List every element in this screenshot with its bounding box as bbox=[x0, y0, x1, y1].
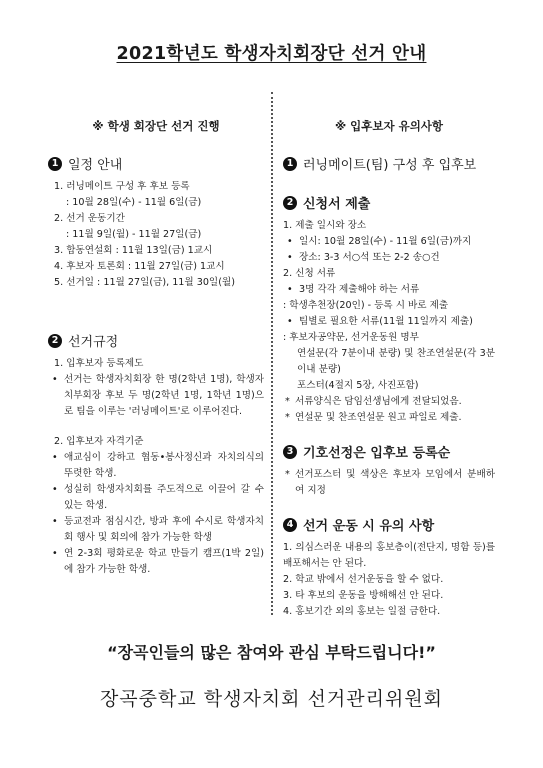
application-bullet: • 일시: 10월 28일(수) - 11월 6일(금)까지 bbox=[283, 234, 495, 250]
schedule-line: 2. 선거 운동기간 bbox=[54, 213, 125, 224]
number-1-icon: 1 bbox=[48, 157, 62, 171]
schedule-line: 5. 선거일 : 11월 27일(금), 11월 30일(월) bbox=[54, 277, 235, 288]
number-1-icon: 1 bbox=[283, 157, 297, 171]
campaign-rule: 3. 타 후보의 운동을 방해해선 안 된다. bbox=[283, 590, 444, 601]
rules-bullet: • 성실히 학생자치회를 주도적으로 이끌어 갈 수 있는 학생. bbox=[48, 482, 264, 514]
application-bullet: • 3명 각각 제출해야 하는 서류 bbox=[283, 282, 495, 298]
application-line: : 학생추천장(20인) - 등록 시 바로 제출 bbox=[283, 300, 449, 311]
application-bullet: • 팀별로 필요한 서류(11월 11일까지 제출) bbox=[283, 314, 495, 330]
schedule-title-text: 일정 안내 bbox=[68, 158, 123, 173]
number-3-icon: 3 bbox=[283, 445, 297, 459]
application-line: 포스터(4절지 5장, 사진포함) bbox=[297, 380, 419, 391]
rules-bullet: • 선거는 학생자치회장 한 명(2학년 1명), 학생자치부회장 후보 두 명(2학년 1명, 1학년 1명)으로 팀을 이루는 '러닝메이트'로 이루어진다. bbox=[48, 372, 264, 420]
closing-quote: “장곡인들의 많은 참여와 관심 부탁드립니다!” bbox=[107, 643, 436, 662]
campaign-rule: 2. 학교 밖에서 선거운동을 할 수 없다. bbox=[283, 574, 444, 585]
schedule-line: : 10월 28일(수) - 11월 6일(금) bbox=[66, 197, 202, 208]
schedule-line: 3. 합동연설회 : 11월 13일(금) 1교시 bbox=[54, 245, 213, 256]
application-line: 1. 제출 일시와 장소 bbox=[283, 220, 367, 231]
organization-name: 장곡중학교 학생자치회 선거관리위원회 bbox=[99, 688, 444, 710]
schedule-line: 4. 후보자 토론회 : 11월 27일(금) 1교시 bbox=[54, 261, 225, 272]
right-column bbox=[283, 118, 495, 620]
campaign-rule: 4. 홍보기간 외의 홍보는 일절 금한다. bbox=[283, 606, 441, 617]
application-line: 2. 신청 서류 bbox=[283, 268, 336, 279]
rules-subheading: 2. 입후보자 자격기준 bbox=[54, 436, 144, 447]
application-line: 연설문(각 7분이내 분량) 및 찬조연설문(각 3분이내 분량) bbox=[297, 348, 495, 375]
schedule-line: 1. 러닝메이트 구성 후 후보 등록 bbox=[54, 181, 190, 192]
application-line: : 후보자공약문, 선거운동원 명부 bbox=[283, 332, 419, 343]
campaign-title-text: 선거 운동 시 유의 사항 bbox=[303, 519, 435, 534]
campaign-section-title bbox=[283, 515, 495, 534]
column-divider bbox=[271, 92, 273, 615]
rules-title-text: 선거규정 bbox=[68, 335, 119, 350]
rules-bullet: • 등교전과 점심시간, 방과 후에 수시로 학생자치회 행사 및 회의에 참가 가능한 학생 bbox=[48, 514, 264, 546]
application-note: * 서류양식은 담임선생님에게 전달되었음. bbox=[283, 394, 495, 410]
application-bullet: • 장소: 3-3 서○석 또는 2-2 송○건 bbox=[283, 250, 495, 266]
rules-bullet: • 애교심이 강하고 협동•봉사정신과 자치의식의 뚜렷한 학생. bbox=[48, 450, 264, 482]
rules-bullet: • 연 2-3회 평화로운 학교 만들기 캠프(1박 2일)에 참가 가능한 학생. bbox=[48, 546, 264, 578]
schedule-line: : 11월 9일(월) - 11월 27일(금) bbox=[66, 229, 202, 240]
runningmate-title-text: 러닝메이트(팀) 구성 후 입후보 bbox=[303, 158, 477, 173]
application-section-title bbox=[283, 193, 495, 212]
document-title bbox=[0, 40, 543, 65]
application-title-text: 신청서 제출 bbox=[303, 197, 371, 212]
campaign-rule: 1. 의심스러운 내용의 홍보층이(전단지, 명함 등)를 배포해서는 안 된다. bbox=[283, 542, 495, 569]
number-4-icon: 4 bbox=[283, 518, 297, 532]
left-column-heading: ※ 학생 회장단 선거 진행 bbox=[92, 119, 220, 133]
application-note: * 연설문 및 찬조연설문 원고 파일로 제출. bbox=[283, 410, 495, 426]
runningmate-section-title bbox=[283, 154, 495, 173]
symbol-section-title bbox=[283, 442, 495, 461]
document-title-text: 2021학년도 학생자치회장단 선거 안내 bbox=[116, 44, 427, 64]
number-2-icon: 2 bbox=[48, 334, 62, 348]
rules-subheading: 1. 입후보자 등록제도 bbox=[54, 358, 144, 369]
symbol-title-text: 기호선정은 입후보 등록순 bbox=[303, 446, 451, 461]
rules-section-title bbox=[48, 331, 264, 350]
number-2-icon: 2 bbox=[283, 196, 297, 210]
left-column bbox=[48, 118, 264, 578]
schedule-section-title bbox=[48, 154, 264, 173]
symbol-note: * 선거포스터 및 색상은 후보자 모임에서 분배하여 지정 bbox=[283, 467, 495, 499]
right-column-heading: ※ 입후보자 유의사항 bbox=[334, 119, 444, 133]
